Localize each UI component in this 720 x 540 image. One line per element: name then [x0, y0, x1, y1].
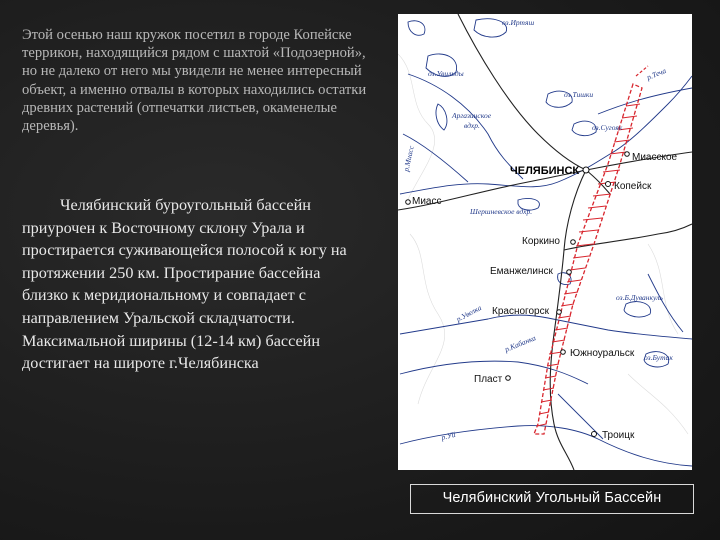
- label-miass: Миасс: [412, 196, 442, 207]
- label-butak: оз.Бутак: [644, 353, 673, 362]
- marker-miasskoe: [625, 152, 630, 157]
- label-kabanka: р.Кабанка: [503, 333, 538, 354]
- label-argazi: Аргазинское: [452, 111, 492, 120]
- map-svg: [398, 14, 692, 470]
- marker-korkino: [571, 240, 576, 245]
- label-techa: р.Теча: [645, 65, 668, 82]
- lake-dutankul: [624, 302, 651, 317]
- label-uy: р.Уй: [440, 429, 457, 442]
- label-plast: Пласт: [474, 374, 503, 385]
- label-chelyabinsk: ЧЕЛЯБИНСК: [510, 165, 580, 177]
- label-troitsk: Троицк: [602, 430, 635, 441]
- marker-kopeysk: [606, 182, 611, 187]
- city-markers: [406, 152, 630, 437]
- basin-hatching: [537, 104, 640, 426]
- marker-troitsk: [592, 432, 597, 437]
- label-sugoyak: оз.Сугояк: [592, 123, 623, 132]
- coal-basin: [534, 66, 648, 434]
- label-yuzhnouralsk: Южноуральск: [570, 348, 635, 359]
- marker-chelyabinsk: [583, 167, 589, 173]
- label-krasnogorsk: Красногорск: [492, 306, 549, 317]
- marker-yuzhnouralsk: [561, 350, 566, 355]
- label-irtyash: оз.Иртяш: [502, 18, 535, 27]
- marker-krasnogorsk: [557, 310, 562, 315]
- label-shershni: Шершневское вдхр.: [470, 207, 533, 216]
- label-uvelka: р.Увелка: [454, 303, 483, 324]
- marker-emanzhelinsk: [567, 270, 572, 275]
- label-tishki: оз.Тишки: [564, 90, 594, 99]
- label-kopeysk: Копейск: [614, 181, 652, 192]
- label-miasskoe: Миасское: [632, 152, 678, 163]
- marker-miass: [406, 200, 411, 205]
- label-miass-river: р.Миасс: [401, 144, 416, 173]
- map-caption: Челябинский Угольный Бассейн: [410, 484, 694, 514]
- label-korkino: Коркино: [522, 236, 560, 247]
- basin-description-paragraph: Челябинский буроугольный бассейн приурочен к Восточному склону Урала и простирается суживающейся полосой к югу на протяжении 250 км. Простирание бассейна близко к меридиональному и совпадает с направлением Уральской складчатости. Максимальной ширины (12-14 км) бассейн достигает на широте г.Челябинска: [22, 196, 347, 373]
- lake-argazi: [436, 104, 447, 130]
- label-uvildy: оз.Увильды: [428, 69, 464, 78]
- intro-paragraph: Этой осенью наш кружок посетил в городе Копейске террикон, находящийся рядом с шахтой «Подозерной», но не далеко от него мы увидели не менее интересный объект, а именно отвалы в которых находились остатки древних растений (отпечатки листьев, окаменелые деревья).: [22, 27, 367, 135]
- marker-plast: [506, 376, 511, 381]
- label-emanzhelinsk: Еманжелинск: [490, 266, 553, 277]
- techa-river-path: [598, 88, 692, 114]
- label-argazi-vdhr: вдхр.: [464, 121, 480, 130]
- label-dutankul: оз.Б.Дуванкуль: [616, 293, 663, 302]
- basin-map: [398, 14, 692, 470]
- rail-south: [550, 170, 586, 470]
